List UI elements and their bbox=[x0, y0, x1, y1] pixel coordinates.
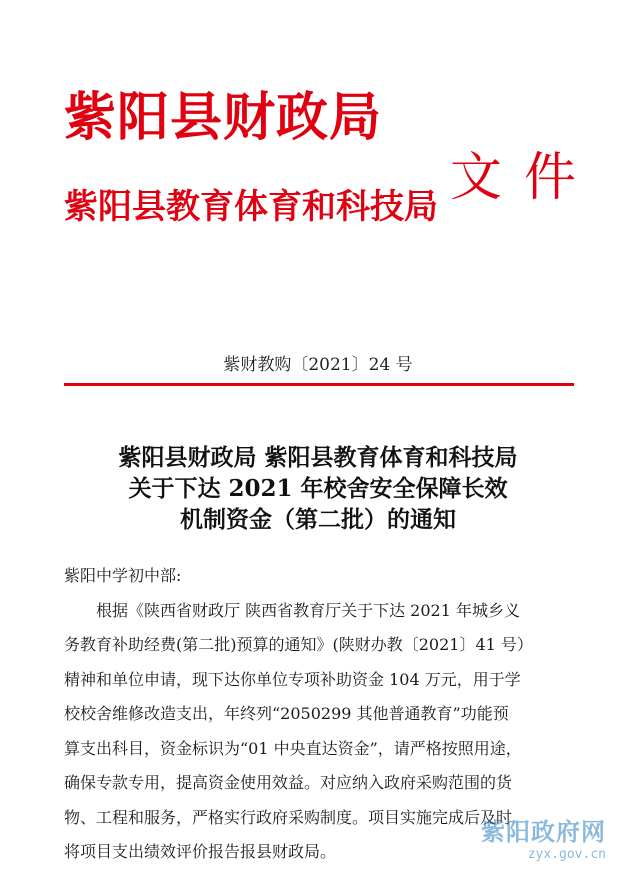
notice-title-line-3: 机制资金（第二批）的通知 bbox=[180, 506, 456, 533]
notice-title-line-2: 关于下达 2021 年校舍安全保障长效 bbox=[128, 475, 508, 502]
watermark-site-name: 紫阳政府网 bbox=[481, 818, 606, 846]
red-divider-line bbox=[64, 383, 574, 386]
body-line: 根据《陕西省财政厅 陕西省教育厅关于下达 2021 年城乡义 bbox=[96, 601, 520, 620]
body-line: 校校舍维修改造支出，年终列“2050299 其他普通教育”功能预 bbox=[64, 704, 509, 723]
site-watermark bbox=[481, 820, 606, 861]
issuer-name-education-bureau: 紫阳县教育体育和科技局 bbox=[64, 187, 438, 227]
issuer-name-finance-bureau: 紫阳县财政局 bbox=[64, 87, 383, 148]
body-line: 确保专款专用，提高资金使用效益。对应纳入政府采购范围的货 bbox=[64, 773, 513, 792]
body-line: 将项目支出绩效评价报告报县财政局。 bbox=[64, 842, 337, 861]
notice-title-line-1: 紫阳县财政局 紫阳县教育体育和科技局 bbox=[118, 444, 518, 471]
body-line: 物、工程和服务，严格实行政府采购制度。项目实施完成后及时 bbox=[64, 808, 513, 827]
body-line: 算支出科目，资金标识为“01 中央直达资金”，请严格按照用途， bbox=[64, 739, 522, 758]
body-line: 精神和单位申请，现下达你单位专项补助资金 104 万元，用于学 bbox=[64, 670, 521, 689]
watermark-site-url: zyx.gov.cn bbox=[527, 847, 606, 862]
body-line: 务教育补助经费(第二批)预算的通知》(陕财办教〔2021〕41 号） bbox=[64, 635, 533, 654]
document-type-label: 文件 bbox=[450, 148, 599, 208]
document-number: 紫财教购〔2021〕24 号 bbox=[223, 355, 413, 375]
salutation: 紫阳中学初中部: bbox=[64, 566, 182, 585]
